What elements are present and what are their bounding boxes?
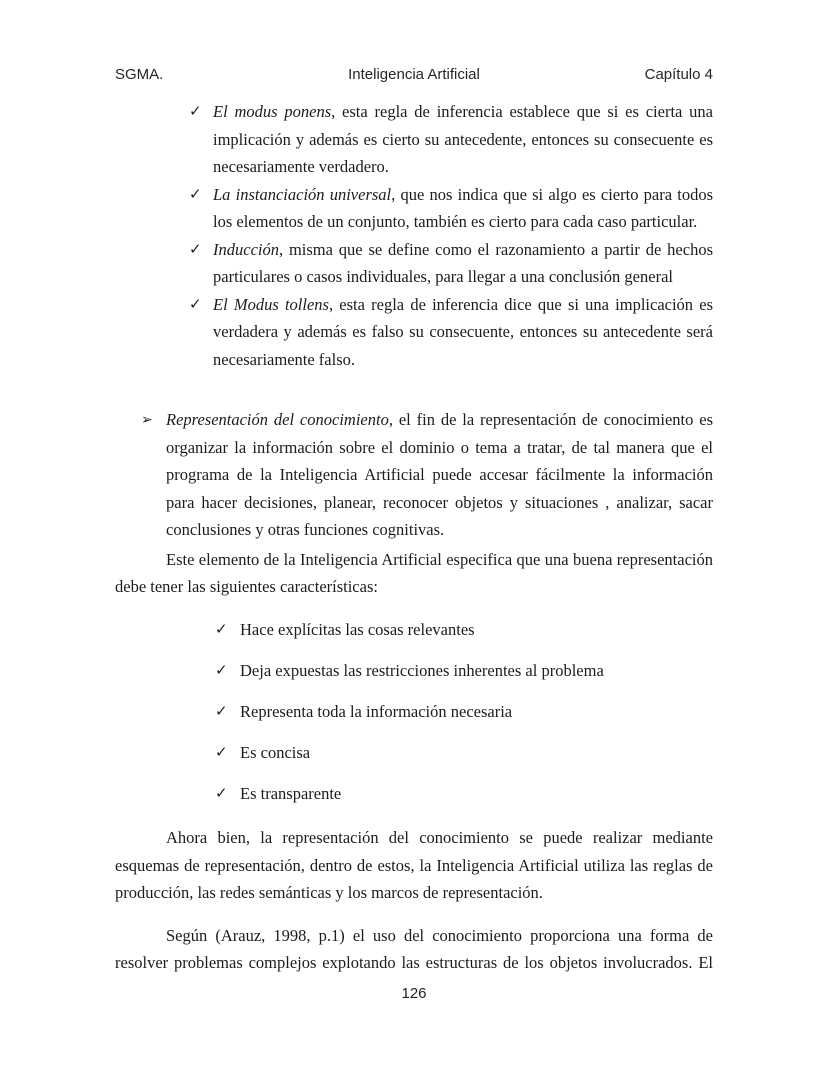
check-icon: ✓ [189, 239, 202, 258]
page-number: 126 [401, 984, 427, 1002]
check-icon: ✓ [215, 742, 228, 761]
list-item-text: Es transparente [240, 783, 342, 803]
check-icon: ✓ [215, 619, 228, 638]
list-item-text: Deja expuestas las restricciones inherentes al problema [240, 660, 604, 680]
check-icon: ✓ [189, 294, 202, 313]
characteristics-list [115, 616, 713, 808]
list-item-lead: Inducción [213, 239, 279, 259]
list-item-text: Representa toda la información necesaria [240, 701, 513, 721]
list-item [115, 698, 713, 726]
check-icon: ✓ [189, 102, 202, 120]
list-item-text: , misma que se define como el razonamiento a partir de hechos particulares o casos individuales, para llegar a una conclusión general [213, 239, 713, 286]
list-item-lead: El Modus tollens [213, 294, 329, 314]
list-item-text: , esta regla de inferencia establece que si es cierta una implicación y además es cierto su antecedente, entonces su consecuente es necesariamente verdadero. [213, 102, 713, 176]
page-header [115, 66, 713, 83]
list-item [115, 739, 713, 767]
header-chapter-label: Capítulo 4 [644, 66, 713, 83]
list-item [115, 98, 713, 181]
list-item [115, 657, 713, 685]
list-item [115, 291, 713, 374]
list-item-lead: El modus ponens [213, 102, 332, 121]
list-item [115, 181, 713, 236]
header-document-title: Inteligencia Artificial [348, 66, 480, 83]
arrow-bullet-icon: ➢ [141, 412, 153, 428]
list-item-text: , que nos indica que si algo es cierto para todos los elementos de un conjunto, también es cierto para cada caso particular. [213, 184, 713, 231]
list-item [115, 236, 713, 291]
paragraph-este-elemento: Este elemento de la Inteligencia Artificial especifica que una buena representación debe tener las siguientes características: [115, 549, 713, 596]
check-icon: ✓ [215, 660, 228, 679]
list-item [115, 616, 713, 644]
list-item-text: Es concisa [240, 742, 311, 762]
list-item-lead: Representación del conocimiento [166, 410, 389, 429]
list-item-text: , esta regla de inferencia dice que si una implicación es verdadera y además es falso su consecuente, entonces su antecedente será necesariamente falso. [213, 294, 713, 369]
knowledge-representation-item [115, 406, 713, 544]
inference-rules-list [115, 98, 713, 373]
header-author-label: SGMA. [115, 66, 164, 83]
check-icon: ✓ [215, 701, 228, 720]
list-item-text: Hace explícitas las cosas relevantes [240, 619, 475, 639]
list-item-text: , el fin de la representación de conocimiento es organizar la información sobre el dominio o tema a tratar, de tal manera que el programa de la Inteligencia Artificial puede accesar fácilmente la información para hacer decisiones, planear, reconocer objetos y situaciones , analizar, sacar conclusiones y otras funciones cognitivas. [166, 410, 713, 539]
list-item-lead: La instanciación universal [213, 184, 392, 204]
paragraph-segun-arauz: Según (Arauz, 1998, p.1) el uso del conocimiento proporciona una forma de resolver problemas complejos explotando las estructuras de los objetos involucrados. El [115, 925, 713, 972]
check-icon: ✓ [215, 783, 228, 802]
check-icon: ✓ [189, 184, 202, 203]
paragraph-ahora-bien: Ahora bien, la representación del conocimiento se puede realizar mediante esquemas de representación, dentro de estos, la Inteligencia Artificial utiliza las reglas de producción, las redes semánticas y los marcos de representación. [115, 828, 713, 902]
list-item [115, 780, 713, 808]
